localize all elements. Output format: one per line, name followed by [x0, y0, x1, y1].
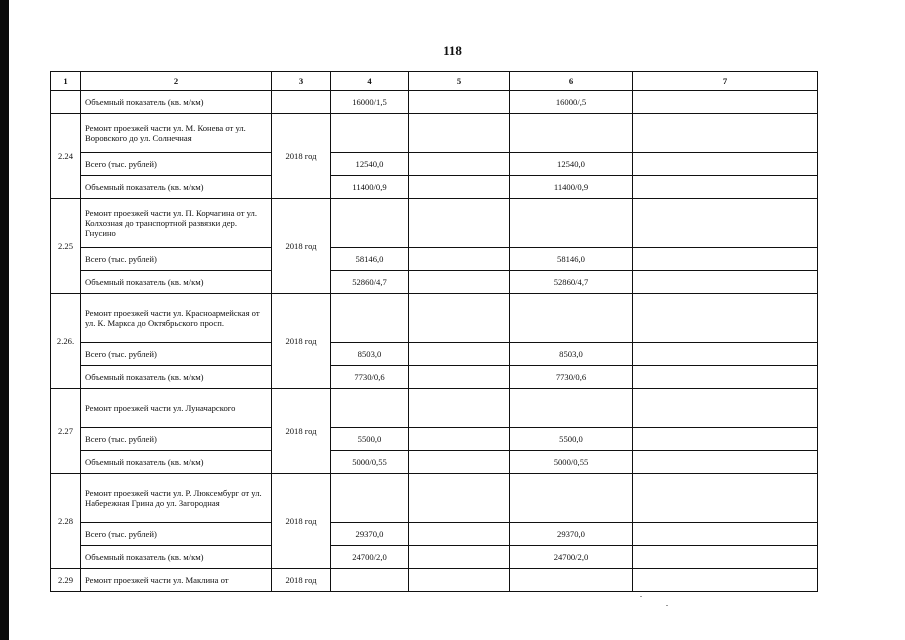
item-number: 2.28	[51, 474, 81, 569]
column-header-4: 4	[331, 72, 409, 91]
total-col4: 12540,0	[331, 153, 409, 176]
cell-empty	[409, 389, 510, 428]
volume-col4: 52860/4,7	[331, 271, 409, 294]
total-label: Всего (тыс. рублей)	[81, 428, 272, 451]
cell-empty	[409, 91, 510, 114]
cell-empty	[409, 546, 510, 569]
item-number: 2.25	[51, 199, 81, 294]
column-header-5: 5	[409, 72, 510, 91]
cell-empty	[633, 248, 818, 271]
cell-empty	[51, 91, 81, 114]
scan-edge	[0, 0, 9, 640]
cell-empty	[633, 474, 818, 523]
table-row	[51, 176, 818, 199]
cell-empty	[409, 366, 510, 389]
table-row	[51, 271, 818, 294]
cell-empty	[633, 451, 818, 474]
cell-empty	[633, 176, 818, 199]
cell-empty	[331, 294, 409, 343]
volume-label: Объемный показатель (кв. м/км)	[81, 366, 272, 389]
cell-empty	[633, 389, 818, 428]
volume-col6: 11400/0,9	[510, 176, 633, 199]
item-year: 2018 год	[272, 569, 331, 592]
cell-empty	[633, 153, 818, 176]
table-row	[51, 91, 818, 114]
total-col4: 8503,0	[331, 343, 409, 366]
table-row	[51, 389, 818, 428]
volume-label: Объемный показатель (кв. м/км)	[81, 91, 272, 114]
cell-empty	[633, 294, 818, 343]
cell-empty	[633, 569, 818, 592]
cell-empty	[331, 474, 409, 523]
volume-col4: 24700/2,0	[331, 546, 409, 569]
volume-label: Объемный показатель (кв. м/км)	[81, 271, 272, 294]
table-row	[51, 153, 818, 176]
table-row	[51, 294, 818, 343]
cell-empty	[633, 114, 818, 153]
total-col4: 58146,0	[331, 248, 409, 271]
cell-empty	[409, 451, 510, 474]
item-year: 2018 год	[272, 199, 331, 294]
volume-col6: 52860/4,7	[510, 271, 633, 294]
item-year: 2018 год	[272, 114, 331, 199]
total-col4: 29370,0	[331, 523, 409, 546]
cell-empty	[409, 199, 510, 248]
item-number: 2.26.	[51, 294, 81, 389]
volume-col6: 7730/0,6	[510, 366, 633, 389]
total-label: Всего (тыс. рублей)	[81, 343, 272, 366]
item-number: 2.29	[51, 569, 81, 592]
cell-empty	[510, 199, 633, 248]
table-row	[51, 248, 818, 271]
cell-empty	[409, 248, 510, 271]
volume-col4: 7730/0,6	[331, 366, 409, 389]
volume-label: Объемный показатель (кв. м/км)	[81, 176, 272, 199]
column-header-7: 7	[633, 72, 818, 91]
column-header-row	[51, 72, 818, 91]
total-col6: 8503,0	[510, 343, 633, 366]
cell-empty	[409, 294, 510, 343]
budget-table	[50, 71, 818, 592]
cell-empty	[272, 91, 331, 114]
volume-col6: 5000/0,55	[510, 451, 633, 474]
cell-empty	[331, 114, 409, 153]
cell-empty	[510, 474, 633, 523]
volume-col6: 16000/,5	[510, 91, 633, 114]
item-title: Ремонт проезжей части ул. Красноармейская от ул. К. Маркса до Октябрьского просп.	[81, 294, 272, 343]
volume-label: Объемный показатель (кв. м/км)	[81, 546, 272, 569]
cell-empty	[633, 343, 818, 366]
scan-speck	[640, 596, 642, 597]
volume-col4: 11400/0,9	[331, 176, 409, 199]
cell-empty	[633, 546, 818, 569]
cell-empty	[409, 176, 510, 199]
cell-empty	[409, 343, 510, 366]
cell-empty	[633, 523, 818, 546]
table-row	[51, 523, 818, 546]
table-row	[51, 546, 818, 569]
item-number: 2.24	[51, 114, 81, 199]
item-title: Ремонт проезжей части ул. П. Корчагина от ул. Колхозная до транспортной развязки дер. Гнусино	[81, 199, 272, 248]
cell-empty	[633, 366, 818, 389]
cell-empty	[633, 271, 818, 294]
item-year: 2018 год	[272, 294, 331, 389]
column-header-1: 1	[51, 72, 81, 91]
item-year: 2018 год	[272, 389, 331, 474]
item-title: Ремонт проезжей части ул. Р. Люксембург от ул. Набережная Грина до ул. Загородная	[81, 474, 272, 523]
cell-empty	[331, 389, 409, 428]
cell-empty	[633, 428, 818, 451]
total-col6: 29370,0	[510, 523, 633, 546]
cell-empty	[510, 569, 633, 592]
table-row	[51, 114, 818, 153]
column-header-3: 3	[272, 72, 331, 91]
volume-col4: 5000/0,55	[331, 451, 409, 474]
table-row	[51, 451, 818, 474]
cell-empty	[409, 523, 510, 546]
total-col6: 58146,0	[510, 248, 633, 271]
total-label: Всего (тыс. рублей)	[81, 153, 272, 176]
volume-col6: 24700/2,0	[510, 546, 633, 569]
item-number: 2.27	[51, 389, 81, 474]
scan-speck	[666, 605, 668, 606]
cell-empty	[409, 569, 510, 592]
cell-empty	[510, 389, 633, 428]
page-number: 118	[443, 43, 462, 58]
cell-empty	[331, 569, 409, 592]
total-label: Всего (тыс. рублей)	[81, 248, 272, 271]
table-row	[51, 569, 818, 592]
volume-label: Объемный показатель (кв. м/км)	[81, 451, 272, 474]
table-row	[51, 428, 818, 451]
total-label: Всего (тыс. рублей)	[81, 523, 272, 546]
cell-empty	[409, 428, 510, 451]
item-title: Ремонт проезжей части ул. Луначарского	[81, 389, 272, 428]
cell-empty	[409, 153, 510, 176]
table-row	[51, 343, 818, 366]
table-row	[51, 474, 818, 523]
table-row	[51, 199, 818, 248]
item-title: Ремонт проезжей части ул. Маклина от	[81, 569, 272, 592]
cell-empty	[409, 114, 510, 153]
cell-empty	[409, 271, 510, 294]
total-col4: 5500,0	[331, 428, 409, 451]
cell-empty	[331, 199, 409, 248]
cell-empty	[633, 91, 818, 114]
volume-col4: 16000/1,5	[331, 91, 409, 114]
item-title: Ремонт проезжей части ул. М. Конева от ул. Воровского до ул. Солнечная	[81, 114, 272, 153]
column-header-2: 2	[81, 72, 272, 91]
total-col6: 12540,0	[510, 153, 633, 176]
cell-empty	[633, 199, 818, 248]
column-header-6: 6	[510, 72, 633, 91]
cell-empty	[510, 294, 633, 343]
table-row	[51, 366, 818, 389]
cell-empty	[409, 474, 510, 523]
item-year: 2018 год	[272, 474, 331, 569]
total-col6: 5500,0	[510, 428, 633, 451]
cell-empty	[510, 114, 633, 153]
